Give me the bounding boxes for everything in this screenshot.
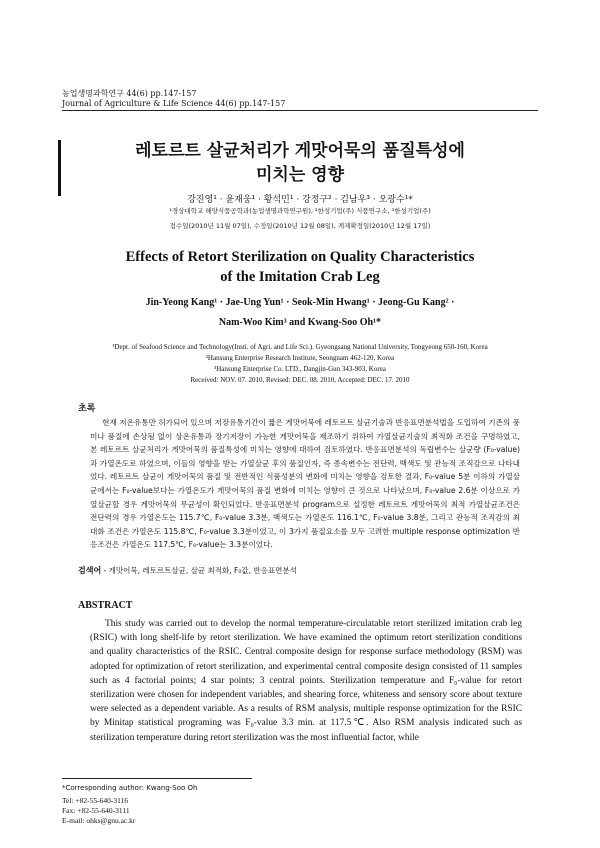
affiliation-line3: ³Hansung Enterprise Co. LTD., Dangjin-Gun 343-903, Korea (214, 365, 386, 373)
keywords-text: - 게맛어묵, 레토르트살균, 살균 최적화, F₀값, 반응표면분석 (101, 566, 297, 575)
english-affiliation (62, 342, 538, 386)
english-title (62, 247, 538, 287)
keywords (78, 565, 538, 577)
corresponding-author: *Corresponding author: Kwang-Soo Oh (62, 784, 198, 792)
korean-authors: 강진영¹ · 윤재웅¹ · 황석민¹ · 강정구² · 김남우³ · 오광수¹* (187, 195, 413, 205)
title-accent-bar (58, 140, 61, 196)
korean-affiliation: ¹경상대학교 해양식품공학과(농업생명과학연구원), ²한성기업(주) 식품연구소, ³한성기업(주) (169, 207, 431, 215)
korean-title (62, 139, 538, 187)
affiliation-line2: ²Hansung Enterprise Research Institute, Seongnam 462-120, Korea (205, 354, 395, 362)
keywords-label: 검색어 (78, 566, 102, 575)
received-dates: Received: NOV. 07. 2010, Revised: DEC. 08. 2010, Accepted: DEC. 17. 2010 (190, 376, 410, 384)
english-title-line1: Effects of Retort Sterilization on Quality Characteristics (125, 249, 475, 265)
journal-header (62, 89, 285, 109)
english-title-line2: of the Imitation Crab Leg (220, 269, 380, 285)
korean-dates: 접수일(2010년 11월 07일), 수정일(2010년 12월 08일), 게재확정일(2010년 12월 17일) (169, 222, 431, 230)
english-abstract-body: This study was carried out to develop the normal temperature-circulatable retort sterilized imitation crab leg (RSIC) with long shelf-life by retort sterilization. We have examined the optimum retort sterilization conditions and quality characteristics of the RSIC. Central composite design for response surface methodology (RSM) was adopted for optimization of retort sterilization, and experimental central composite design consisted of 11 samples such as 4 factorial points; 4 star points; 3 central points. Sterilization temperature and F₀-value for retort sterilization were chosen for independent variables, and shearing force, whiteness and sensory score about texture were selected as a dependent variable. As a results of RSM analysis, multiple response optimization for the RSIC by Minitap statistical programing was F₀-value 3.3 min. at 117.5℃. Also RSM analysis indicated such as sterilization temperature during retort sterilization was the most influential factor, while (90, 619, 522, 743)
fax: Fax: +82-55-640-3111 (62, 806, 130, 815)
footnote (62, 783, 197, 826)
journal-name-korean: 농업생명과학연구 44(6) pp.147-157 (62, 89, 197, 98)
header-rule (62, 110, 538, 111)
korean-title-line1: 레토르트 살균처리가 게맛어묵의 품질특성에 (135, 141, 465, 161)
footnote-rule (62, 778, 252, 779)
english-authors-line2: Nam-Woo Kim³ and Kwang-Soo Oh¹* (218, 317, 382, 328)
korean-abstract-body: 현재 저온유통만 허가되어 있으며 저장유통기간이 짧은 게맛어묵에 레토르트 살균기술과 반응표면분석법을 도입하여 기존의 풍미나 품질에 손상됨 없이 상온유통과 장기저장이 가능한 게맛어묵을 제조하기 위하여 가열살균기술의 최적화 조건을 구명하였고, 본 레토르트 살균처리가 게맛어묵의 품질특성에 미치는 영향에 대하여 검토하였다. 반응표면분석의 독립변수는 살균량 (F₀-value)과 가열온도로 하였으며, 이들의 영향을 받는 가열살균 후의 품질인자, 즉 종속변수는 전단력, 백색도 및 관능적 조직감으로 나타내었다. 레토르트 살균이 게맛어묵의 품질 및 전반적인 식품성분의 변화에 미치는 영향을 검토한 결과, F₀-value 5분 이하의 가열살균에서는 F₀-value보다는 가열온도가 게맛어묵의 품질 변화에 미치는 영향이 큰 것으로 나타났으며, F₀-value 2.6분 이상으로 가열살균할 경우 게맛어묵의 무균성이 확인되었다. 반응표면분석 program으로 설정한 레토르트 게맛어묵의 최적 가열살균조건은 전단력의 경우 가열온도는 115.7℃, F₀-value 3.3분, 백색도는 가열온도 116.1℃, F₀-value 3.8분, 그리고 관능적 조직감의 최대화 조건은 가열온도 115.8℃, F₀-value 3.3분이었고, 이 3가지 품질요소를 모두 고려한 multiple response optimization 반응조건은 가열온도 117.5℃, F₀-value는 3.3분이었다. (90, 418, 520, 550)
email: E-mail: ohks@gnu.ac.kr (62, 816, 136, 825)
korean-abstract-heading: 초록 (78, 404, 96, 414)
english-authors (62, 293, 538, 333)
english-abstract-heading: ABSTRACT (78, 600, 133, 611)
journal-name-english: Journal of Agriculture & Life Science 44(6) pp.147-157 (62, 99, 286, 108)
korean-title-line2: 미치는 영향 (255, 165, 345, 185)
tel: Tel: +82-55-640-3116 (62, 796, 129, 805)
affiliation-line1: ¹Dept. of Seafood Science and Technology(Insti. of Agri. and Life Sci.). Gyeongsang National University, Tongyeong 650-160, Korea (112, 343, 488, 351)
english-authors-line1: Jin-Yeong Kang¹ · Jae-Ung Yun¹ · Seok-Min Hwang¹ · Jeong-Gu Kang² · (145, 297, 455, 308)
